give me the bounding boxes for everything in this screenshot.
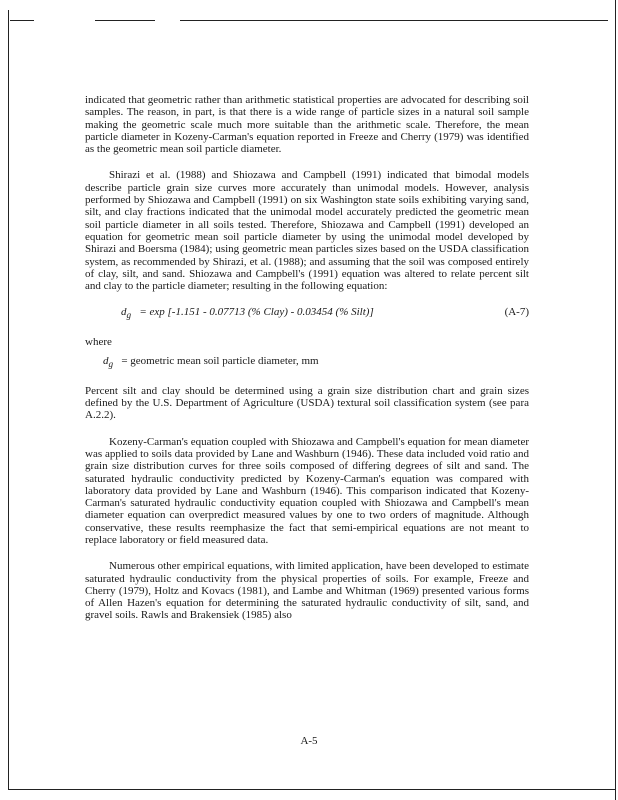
equation-subscript: g xyxy=(126,310,132,321)
equation-expression xyxy=(121,306,374,321)
definition-dg xyxy=(103,355,529,370)
scan-border-bottom xyxy=(8,789,616,790)
scan-top-rule xyxy=(180,20,608,21)
equation-a7 xyxy=(121,306,529,321)
where-label: where xyxy=(85,335,112,348)
definition-subscript: g xyxy=(108,359,114,370)
page-number: A-5 xyxy=(300,735,318,747)
definition-text: = geometric mean soil particle diameter, mm xyxy=(121,355,319,368)
definition-symbol: d xyxy=(103,355,109,368)
scan-top-rule xyxy=(95,20,155,21)
scan-border-right xyxy=(615,0,616,800)
paragraph-empirical-equations: Numerous other empirical equations, with limited application, have been developed to estimate saturated hydraulic conductivity from the physical properties of soils. For example, Freeze and Cherry (1979), Holtz and Kovacs (1981), and Lambe and Whitman (1969) presented various forms of Allen Hazen's equation for determining the saturated hydraulic conductivity of silt, sand, and gravel soils. Rawls and Brakensiek (1985) also xyxy=(85,560,529,622)
paragraph-kozeny-carman-comparison: Kozeny-Carman's equation coupled with Shiozawa and Campbell's equation for mean diameter was applied to soils data provided by Lane and Washburn (1946). These data included void ratio and grain size distribution curves for three soils composed of differing degrees of silt and sand. The saturated hydraulic conductivity predicted by Kozeny-Carman's equation was compared with laboratory data provided by Lane and Washburn (1946). This comparison indicated that Kozeny-Carman's saturated hydraulic conductivity equation coupled with Shiozawa and Campbell's mean diameter equation can overpredict measured values by one to two orders of magnitude. Although conservative, these results reemphasize the fact that semi-empirical equations are not meant to replace laboratory or field measured data. xyxy=(85,435,529,546)
page-body xyxy=(85,94,529,636)
scan-border-left xyxy=(8,10,9,790)
scan-top-rule xyxy=(10,20,34,21)
paragraph-geometric-properties: indicated that geometric rather than arithmetic statistical properties are advocated for describing soil samples. The reason, in part, is that there is a wide range of particle sizes in a natural soil sample making the geometric scale much more suitable than the arithmetic scale. Therefore, the mean particle diameter in Kozeny-Carman's equation reported in Freeze and Cherry (1979) was identified as the geometric mean soil particle diameter. xyxy=(85,94,529,156)
paragraph-bimodal-models: Shirazi et al. (1988) and Shiozawa and Campbell (1991) indicated that bimodal models describe particle grain size curves more accurately than unimodal models. However, analysis performed by Shiozawa and Campbell (1991) on six Washington state soils exhibiting varying sand, silt, and clay fractions indicated that the unimodal model accurately predicted the geometric mean soil particle diameter in all soils tested. Therefore, Shiozawa and Campbell (1991) developed an equation for geometric mean soil particle diameter by using the unimodal model developed by Shirazi and Boersma (1984); using geometric mean particles sizes based on the USDA classification system, as recommended by Shirazi, et al. (1988); and assuming that the soil was composed entirely of clay, silt, and sand. Shiozawa and Campbell's (1991) equation was altered to relate percent silt and clay to the particle diameter; resulting in the following equation: xyxy=(85,169,529,293)
equation-lhs: d xyxy=(121,306,127,319)
paragraph-percent-silt-clay: Percent silt and clay should be determined using a grain size distribution chart and grain sizes defined by the U.S. Department of Agriculture (USDA) textural soil classification system (see para A.2.2). xyxy=(85,384,529,422)
equation-number: (A-7) xyxy=(504,306,529,319)
equation-rhs: = exp [-1.151 - 0.07713 (% Clay) - 0.03454 (% Silt)] xyxy=(139,306,374,319)
